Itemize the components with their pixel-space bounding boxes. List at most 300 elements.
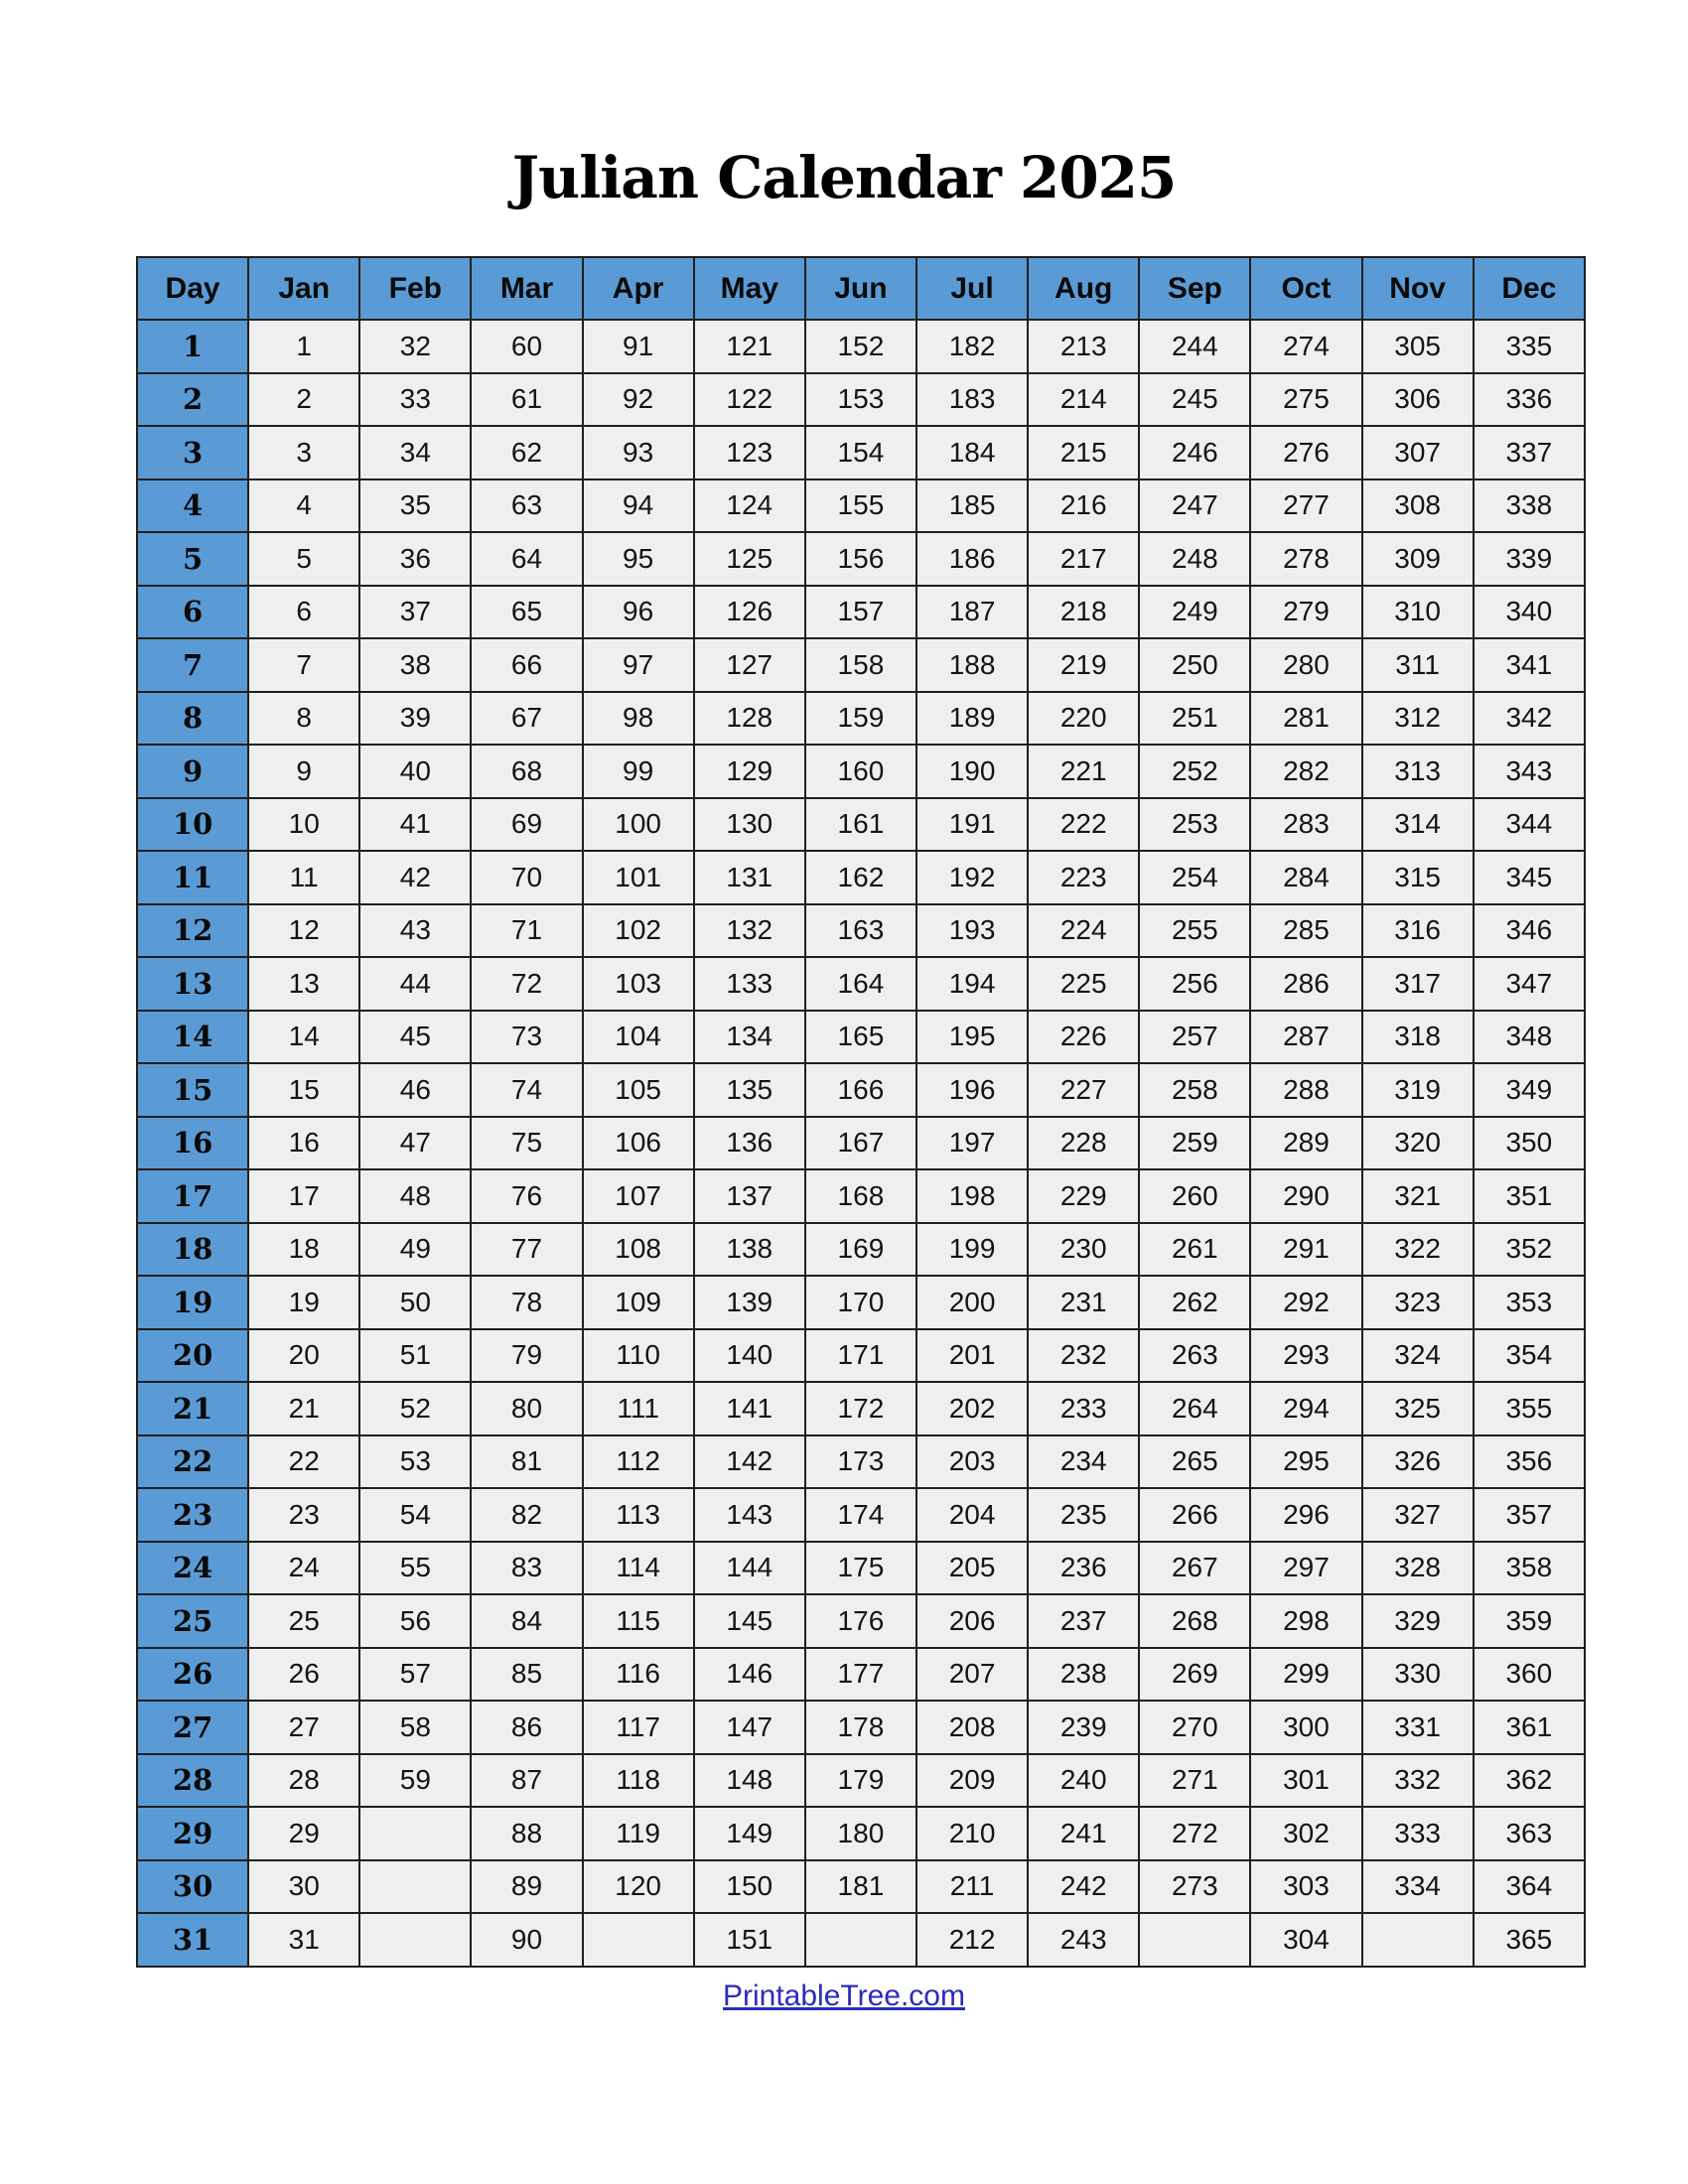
day-cell: 26 (137, 1648, 248, 1702)
julian-day-cell (359, 1913, 471, 1967)
julian-day-cell: 91 (583, 320, 694, 373)
julian-day-cell: 209 (916, 1754, 1028, 1808)
julian-day-cell: 281 (1250, 692, 1361, 746)
julian-day-cell: 84 (471, 1594, 582, 1648)
julian-day-cell: 39 (359, 692, 471, 746)
julian-day-cell: 79 (471, 1329, 582, 1383)
julian-day-cell: 181 (805, 1860, 916, 1914)
julian-day-cell: 188 (916, 638, 1028, 692)
julian-day-cell: 201 (916, 1329, 1028, 1383)
header-row (137, 257, 1585, 320)
julian-day-cell: 275 (1250, 373, 1361, 427)
julian-day-cell: 230 (1028, 1223, 1139, 1277)
julian-day-cell: 163 (805, 904, 916, 958)
julian-day-cell: 240 (1028, 1754, 1139, 1808)
julian-day-cell: 13 (248, 957, 359, 1011)
julian-day-cell: 33 (359, 373, 471, 427)
julian-day-cell: 56 (359, 1594, 471, 1648)
julian-day-cell: 80 (471, 1382, 582, 1435)
julian-day-cell: 132 (694, 904, 805, 958)
table-row (137, 1223, 1585, 1277)
julian-day-cell: 155 (805, 479, 916, 533)
julian-day-cell: 93 (583, 426, 694, 479)
julian-day-cell: 217 (1028, 532, 1139, 586)
julian-day-cell: 48 (359, 1169, 471, 1223)
julian-day-cell: 134 (694, 1011, 805, 1064)
julian-day-cell: 280 (1250, 638, 1361, 692)
julian-day-cell: 1 (248, 320, 359, 373)
day-cell: 28 (137, 1754, 248, 1808)
julian-day-cell: 119 (583, 1807, 694, 1860)
julian-day-cell: 248 (1139, 532, 1250, 586)
julian-day-cell: 323 (1362, 1276, 1474, 1329)
julian-day-cell: 2 (248, 373, 359, 427)
julian-day-cell: 147 (694, 1701, 805, 1754)
julian-day-cell: 86 (471, 1701, 582, 1754)
day-cell: 14 (137, 1011, 248, 1064)
julian-day-cell: 67 (471, 692, 582, 746)
julian-day-cell: 49 (359, 1223, 471, 1277)
table-row (137, 1648, 1585, 1702)
julian-day-cell: 300 (1250, 1701, 1361, 1754)
julian-day-cell: 222 (1028, 798, 1139, 852)
table-row (137, 1701, 1585, 1754)
julian-day-cell: 288 (1250, 1063, 1361, 1117)
julian-day-cell: 131 (694, 851, 805, 904)
julian-day-cell: 98 (583, 692, 694, 746)
day-cell: 9 (137, 745, 248, 798)
day-cell: 18 (137, 1223, 248, 1277)
julian-day-cell: 251 (1139, 692, 1250, 746)
julian-day-cell: 22 (248, 1435, 359, 1489)
julian-day-cell: 108 (583, 1223, 694, 1277)
day-cell: 15 (137, 1063, 248, 1117)
julian-day-cell: 110 (583, 1329, 694, 1383)
julian-day-cell: 354 (1474, 1329, 1585, 1383)
col-header-dec: Dec (1474, 257, 1585, 320)
julian-day-cell (805, 1913, 916, 1967)
julian-day-cell: 265 (1139, 1435, 1250, 1489)
col-header-feb: Feb (359, 257, 471, 320)
julian-day-cell: 295 (1250, 1435, 1361, 1489)
julian-day-cell: 242 (1028, 1860, 1139, 1914)
julian-day-cell: 46 (359, 1063, 471, 1117)
julian-day-cell: 206 (916, 1594, 1028, 1648)
julian-day-cell: 207 (916, 1648, 1028, 1702)
col-header-nov: Nov (1362, 257, 1474, 320)
julian-day-cell: 153 (805, 373, 916, 427)
julian-day-cell: 114 (583, 1542, 694, 1595)
julian-day-cell: 142 (694, 1435, 805, 1489)
julian-day-cell: 330 (1362, 1648, 1474, 1702)
julian-day-cell: 278 (1250, 532, 1361, 586)
julian-day-cell: 252 (1139, 745, 1250, 798)
julian-day-cell: 219 (1028, 638, 1139, 692)
julian-day-cell: 362 (1474, 1754, 1585, 1808)
table-row (137, 479, 1585, 533)
julian-day-cell: 359 (1474, 1594, 1585, 1648)
julian-day-cell: 164 (805, 957, 916, 1011)
table-row (137, 638, 1585, 692)
julian-day-cell: 302 (1250, 1807, 1361, 1860)
table-row (137, 1860, 1585, 1914)
julian-day-cell: 229 (1028, 1169, 1139, 1223)
julian-day-cell: 118 (583, 1754, 694, 1808)
julian-day-cell: 76 (471, 1169, 582, 1223)
julian-day-cell: 185 (916, 479, 1028, 533)
table-row (137, 1276, 1585, 1329)
julian-day-cell: 297 (1250, 1542, 1361, 1595)
julian-day-cell: 364 (1474, 1860, 1585, 1914)
julian-day-cell: 90 (471, 1913, 582, 1967)
julian-day-cell: 51 (359, 1329, 471, 1383)
julian-day-cell: 62 (471, 426, 582, 479)
day-cell: 23 (137, 1488, 248, 1542)
julian-day-cell: 306 (1362, 373, 1474, 427)
julian-day-cell: 340 (1474, 586, 1585, 639)
julian-day-cell: 44 (359, 957, 471, 1011)
table-row (137, 1807, 1585, 1860)
day-cell: 10 (137, 798, 248, 852)
julian-day-cell: 94 (583, 479, 694, 533)
day-cell: 19 (137, 1276, 248, 1329)
day-cell: 4 (137, 479, 248, 533)
julian-day-cell: 341 (1474, 638, 1585, 692)
julian-day-cell: 14 (248, 1011, 359, 1064)
col-header-jul: Jul (916, 257, 1028, 320)
julian-day-cell: 60 (471, 320, 582, 373)
julian-day-cell: 106 (583, 1117, 694, 1170)
day-cell: 17 (137, 1169, 248, 1223)
julian-day-cell: 203 (916, 1435, 1028, 1489)
footer-link[interactable]: PrintableTree.com (723, 1979, 965, 2012)
col-header-jun: Jun (805, 257, 916, 320)
julian-day-cell: 99 (583, 745, 694, 798)
julian-day-cell: 124 (694, 479, 805, 533)
julian-day-cell: 43 (359, 904, 471, 958)
julian-day-cell: 234 (1028, 1435, 1139, 1489)
julian-day-cell: 190 (916, 745, 1028, 798)
julian-day-cell: 332 (1362, 1754, 1474, 1808)
julian-day-cell: 178 (805, 1701, 916, 1754)
julian-day-cell: 272 (1139, 1807, 1250, 1860)
table-row (137, 904, 1585, 958)
julian-day-cell: 298 (1250, 1594, 1361, 1648)
julian-day-cell: 223 (1028, 851, 1139, 904)
julian-day-cell: 236 (1028, 1542, 1139, 1595)
julian-day-cell: 151 (694, 1913, 805, 1967)
julian-day-cell: 69 (471, 798, 582, 852)
julian-day-cell: 120 (583, 1860, 694, 1914)
day-cell: 1 (137, 320, 248, 373)
julian-day-cell: 293 (1250, 1329, 1361, 1383)
julian-day-cell: 107 (583, 1169, 694, 1223)
julian-day-cell: 81 (471, 1435, 582, 1489)
julian-day-cell: 216 (1028, 479, 1139, 533)
julian-day-cell: 71 (471, 904, 582, 958)
julian-day-cell: 24 (248, 1542, 359, 1595)
julian-day-cell: 250 (1139, 638, 1250, 692)
table-row (137, 1754, 1585, 1808)
julian-day-cell: 74 (471, 1063, 582, 1117)
julian-day-cell: 231 (1028, 1276, 1139, 1329)
day-cell: 22 (137, 1435, 248, 1489)
julian-day-cell (359, 1807, 471, 1860)
julian-day-cell: 146 (694, 1648, 805, 1702)
julian-day-cell: 139 (694, 1276, 805, 1329)
julian-day-cell: 87 (471, 1754, 582, 1808)
julian-day-cell: 210 (916, 1807, 1028, 1860)
day-cell: 6 (137, 586, 248, 639)
julian-day-cell: 327 (1362, 1488, 1474, 1542)
julian-day-cell: 177 (805, 1648, 916, 1702)
julian-day-cell: 213 (1028, 320, 1139, 373)
julian-day-cell: 68 (471, 745, 582, 798)
julian-day-cell: 218 (1028, 586, 1139, 639)
julian-day-cell: 237 (1028, 1594, 1139, 1648)
julian-day-cell: 161 (805, 798, 916, 852)
julian-day-cell: 50 (359, 1276, 471, 1329)
julian-day-cell: 113 (583, 1488, 694, 1542)
julian-day-cell: 38 (359, 638, 471, 692)
julian-day-cell: 335 (1474, 320, 1585, 373)
julian-day-cell: 179 (805, 1754, 916, 1808)
julian-day-cell: 96 (583, 586, 694, 639)
julian-day-cell: 17 (248, 1169, 359, 1223)
julian-day-cell: 357 (1474, 1488, 1585, 1542)
julian-day-cell: 245 (1139, 373, 1250, 427)
julian-day-cell: 321 (1362, 1169, 1474, 1223)
julian-day-cell: 175 (805, 1542, 916, 1595)
julian-day-cell: 259 (1139, 1117, 1250, 1170)
julian-day-cell: 247 (1139, 479, 1250, 533)
julian-day-cell: 138 (694, 1223, 805, 1277)
julian-day-cell: 311 (1362, 638, 1474, 692)
julian-day-cell: 221 (1028, 745, 1139, 798)
col-header-oct: Oct (1250, 257, 1361, 320)
julian-day-cell: 186 (916, 532, 1028, 586)
julian-day-cell: 111 (583, 1382, 694, 1435)
julian-day-cell: 170 (805, 1276, 916, 1329)
julian-day-cell: 189 (916, 692, 1028, 746)
col-header-sep: Sep (1139, 257, 1250, 320)
julian-day-cell: 184 (916, 426, 1028, 479)
julian-day-cell: 103 (583, 957, 694, 1011)
julian-day-cell: 313 (1362, 745, 1474, 798)
julian-day-cell: 3 (248, 426, 359, 479)
julian-day-cell: 135 (694, 1063, 805, 1117)
julian-day-cell: 72 (471, 957, 582, 1011)
julian-day-cell: 162 (805, 851, 916, 904)
julian-day-cell: 277 (1250, 479, 1361, 533)
julian-day-cell: 31 (248, 1913, 359, 1967)
julian-day-cell: 21 (248, 1382, 359, 1435)
julian-day-cell (1139, 1913, 1250, 1967)
julian-day-cell: 355 (1474, 1382, 1585, 1435)
table-row (137, 1063, 1585, 1117)
table-row (137, 320, 1585, 373)
julian-day-cell: 180 (805, 1807, 916, 1860)
table-row (137, 1329, 1585, 1383)
julian-day-cell: 305 (1362, 320, 1474, 373)
julian-day-cell: 324 (1362, 1329, 1474, 1383)
julian-day-cell: 356 (1474, 1435, 1585, 1489)
julian-day-cell: 102 (583, 904, 694, 958)
julian-day-cell: 199 (916, 1223, 1028, 1277)
table-row (137, 1488, 1585, 1542)
julian-day-cell: 292 (1250, 1276, 1361, 1329)
julian-day-cell: 116 (583, 1648, 694, 1702)
julian-day-cell: 261 (1139, 1223, 1250, 1277)
julian-day-cell: 290 (1250, 1169, 1361, 1223)
julian-day-cell: 294 (1250, 1382, 1361, 1435)
table-row (137, 1011, 1585, 1064)
julian-day-cell: 42 (359, 851, 471, 904)
julian-day-cell: 6 (248, 586, 359, 639)
julian-day-cell: 152 (805, 320, 916, 373)
table-row (137, 851, 1585, 904)
julian-day-cell: 238 (1028, 1648, 1139, 1702)
julian-day-cell: 63 (471, 479, 582, 533)
julian-day-cell: 253 (1139, 798, 1250, 852)
julian-day-cell: 255 (1139, 904, 1250, 958)
julian-day-cell: 136 (694, 1117, 805, 1170)
julian-day-cell: 228 (1028, 1117, 1139, 1170)
julian-day-cell: 128 (694, 692, 805, 746)
julian-day-cell: 82 (471, 1488, 582, 1542)
day-cell: 29 (137, 1807, 248, 1860)
table-row (137, 1913, 1585, 1967)
julian-day-cell: 145 (694, 1594, 805, 1648)
julian-day-cell: 176 (805, 1594, 916, 1648)
julian-day-cell: 53 (359, 1435, 471, 1489)
julian-day-cell: 10 (248, 798, 359, 852)
julian-day-cell: 276 (1250, 426, 1361, 479)
julian-day-cell: 28 (248, 1754, 359, 1808)
table-body (137, 320, 1585, 1967)
julian-day-cell: 212 (916, 1913, 1028, 1967)
julian-day-cell: 233 (1028, 1382, 1139, 1435)
julian-day-cell: 169 (805, 1223, 916, 1277)
julian-day-cell: 171 (805, 1329, 916, 1383)
julian-day-cell: 78 (471, 1276, 582, 1329)
table-row (137, 373, 1585, 427)
julian-day-cell: 194 (916, 957, 1028, 1011)
julian-day-cell: 183 (916, 373, 1028, 427)
col-header-mar: Mar (471, 257, 582, 320)
table-row (137, 1382, 1585, 1435)
julian-day-cell: 349 (1474, 1063, 1585, 1117)
julian-day-cell: 182 (916, 320, 1028, 373)
julian-day-cell: 331 (1362, 1701, 1474, 1754)
julian-day-cell: 55 (359, 1542, 471, 1595)
julian-day-cell: 117 (583, 1701, 694, 1754)
julian-day-cell: 284 (1250, 851, 1361, 904)
footer (0, 1979, 1688, 2013)
col-header-apr: Apr (583, 257, 694, 320)
julian-day-cell (583, 1913, 694, 1967)
julian-day-cell: 328 (1362, 1542, 1474, 1595)
julian-calendar-table (136, 256, 1586, 1968)
julian-day-cell: 308 (1362, 479, 1474, 533)
julian-day-cell: 353 (1474, 1276, 1585, 1329)
table-row (137, 1542, 1585, 1595)
julian-day-cell: 345 (1474, 851, 1585, 904)
julian-day-cell: 197 (916, 1117, 1028, 1170)
julian-day-cell: 243 (1028, 1913, 1139, 1967)
julian-day-cell: 65 (471, 586, 582, 639)
julian-day-cell: 279 (1250, 586, 1361, 639)
julian-day-cell: 329 (1362, 1594, 1474, 1648)
julian-day-cell: 226 (1028, 1011, 1139, 1064)
julian-day-cell: 350 (1474, 1117, 1585, 1170)
julian-day-cell: 16 (248, 1117, 359, 1170)
julian-day-cell: 268 (1139, 1594, 1250, 1648)
julian-day-cell: 159 (805, 692, 916, 746)
julian-day-cell: 172 (805, 1382, 916, 1435)
julian-day-cell: 66 (471, 638, 582, 692)
julian-day-cell: 20 (248, 1329, 359, 1383)
julian-day-cell: 137 (694, 1169, 805, 1223)
julian-day-cell: 59 (359, 1754, 471, 1808)
julian-day-cell: 37 (359, 586, 471, 639)
julian-day-cell: 244 (1139, 320, 1250, 373)
julian-day-cell: 70 (471, 851, 582, 904)
julian-day-cell: 338 (1474, 479, 1585, 533)
julian-day-cell: 143 (694, 1488, 805, 1542)
julian-day-cell: 352 (1474, 1223, 1585, 1277)
julian-day-cell: 291 (1250, 1223, 1361, 1277)
julian-day-cell: 47 (359, 1117, 471, 1170)
julian-day-cell: 97 (583, 638, 694, 692)
julian-day-cell: 344 (1474, 798, 1585, 852)
julian-day-cell: 296 (1250, 1488, 1361, 1542)
julian-day-cell: 301 (1250, 1754, 1361, 1808)
julian-day-cell: 316 (1362, 904, 1474, 958)
julian-day-cell (1362, 1913, 1474, 1967)
julian-day-cell: 18 (248, 1223, 359, 1277)
julian-day-cell: 271 (1139, 1754, 1250, 1808)
julian-day-cell: 54 (359, 1488, 471, 1542)
julian-day-cell: 215 (1028, 426, 1139, 479)
julian-day-cell: 89 (471, 1860, 582, 1914)
julian-day-cell: 220 (1028, 692, 1139, 746)
julian-day-cell: 342 (1474, 692, 1585, 746)
julian-day-cell: 191 (916, 798, 1028, 852)
day-cell: 3 (137, 426, 248, 479)
julian-day-cell: 149 (694, 1807, 805, 1860)
julian-day-cell: 258 (1139, 1063, 1250, 1117)
julian-day-cell: 144 (694, 1542, 805, 1595)
julian-day-cell: 8 (248, 692, 359, 746)
table-row (137, 1169, 1585, 1223)
table-row (137, 532, 1585, 586)
day-cell: 27 (137, 1701, 248, 1754)
julian-day-cell: 347 (1474, 957, 1585, 1011)
julian-day-cell: 336 (1474, 373, 1585, 427)
julian-day-cell: 246 (1139, 426, 1250, 479)
julian-day-cell: 133 (694, 957, 805, 1011)
julian-day-cell: 154 (805, 426, 916, 479)
julian-day-cell: 109 (583, 1276, 694, 1329)
julian-day-cell: 283 (1250, 798, 1361, 852)
julian-day-cell: 15 (248, 1063, 359, 1117)
julian-day-cell: 208 (916, 1701, 1028, 1754)
julian-day-cell: 205 (916, 1542, 1028, 1595)
julian-day-cell: 360 (1474, 1648, 1585, 1702)
julian-day-cell: 287 (1250, 1011, 1361, 1064)
julian-day-cell: 92 (583, 373, 694, 427)
